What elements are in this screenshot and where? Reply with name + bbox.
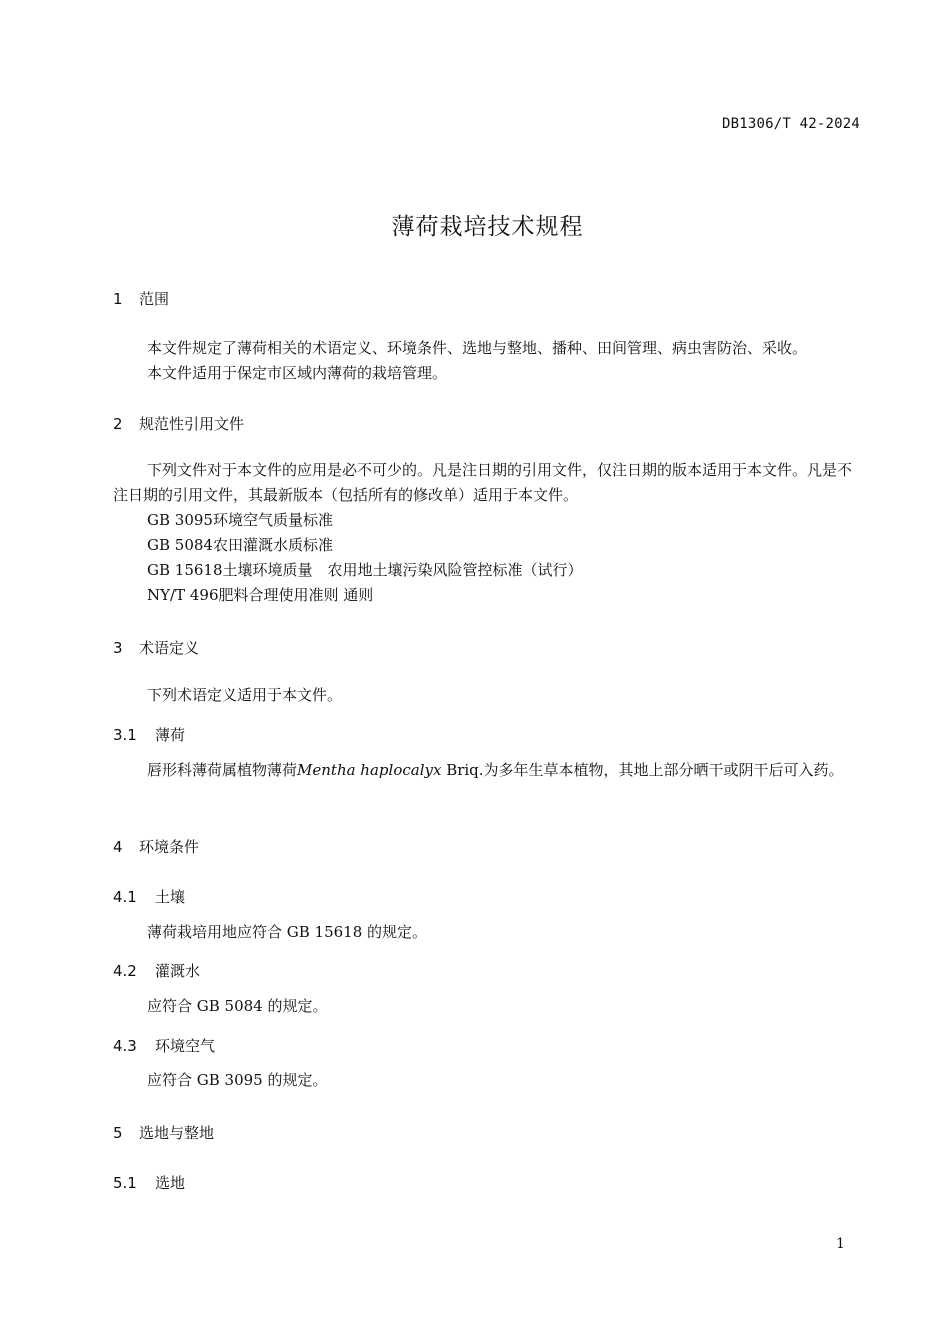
reference-name: 土壤环境质量 农用地土壤污染风险管控标准（试行）	[222, 561, 583, 579]
section-1-heading	[113, 288, 169, 309]
subsection-4-3-text: 应符合 GB 3095 的规定。	[147, 1071, 328, 1089]
subsection-number: 4.1	[113, 888, 137, 906]
section-number: 3	[113, 639, 123, 657]
section-number: 4	[113, 838, 123, 856]
subsection-number: 4.2	[113, 962, 137, 980]
reference-name: 环境空气质量标准	[212, 511, 333, 529]
section-4-heading	[113, 836, 199, 857]
subsection-title: 土壤	[155, 888, 186, 906]
subsection-number: 5.1	[113, 1174, 137, 1192]
section-title: 术语定义	[139, 639, 200, 657]
section-1-paragraph-1: 本文件规定了薄荷相关的术语定义、环境条件、选地与整地、播种、田间管理、病虫害防治、采收。	[147, 339, 808, 357]
reference-name: 肥料合理使用准则 通则	[218, 586, 374, 604]
section-number: 1	[113, 290, 123, 308]
subsection-4-1-text: 薄荷栽培用地应符合 GB 15618 的规定。	[147, 923, 428, 941]
reference-item	[147, 508, 333, 533]
subsection-title: 选地	[155, 1174, 186, 1192]
subsection-4-3-heading	[113, 1035, 215, 1056]
subsection-title: 薄荷	[155, 726, 186, 744]
subsection-4-2-text: 应符合 GB 5084 的规定。	[147, 997, 328, 1015]
definition-text: 唇形科薄荷属植物薄荷	[147, 761, 298, 779]
section-5-heading	[113, 1122, 214, 1143]
reference-item	[147, 558, 583, 583]
reference-code: GB 3095	[147, 511, 213, 529]
section-title: 范围	[139, 290, 170, 308]
reference-code: GB 15618	[147, 561, 223, 579]
section-title: 选地与整地	[139, 1124, 215, 1142]
section-2-heading	[113, 413, 244, 434]
section-number: 2	[113, 415, 123, 433]
subsection-title: 灌溉水	[155, 962, 201, 980]
definition-text: Briq.为多年生草本植物，其地上部分晒干或阴干后可入药。	[441, 761, 844, 779]
subsection-number: 3.1	[113, 726, 137, 744]
reference-code: GB 5084	[147, 536, 213, 554]
section-1-paragraph-2: 本文件适用于保定市区域内薄荷的栽培管理。	[147, 364, 448, 382]
section-title: 环境条件	[139, 838, 200, 856]
subsection-4-2-heading	[113, 960, 200, 981]
subsection-4-1-heading	[113, 886, 185, 907]
reference-name: 农田灌溉水质标准	[212, 536, 333, 554]
reference-code: NY/T 496	[147, 586, 219, 604]
document-code: DB1306/T 42-2024	[721, 116, 860, 132]
section-title: 规范性引用文件	[139, 415, 245, 433]
subsection-title: 环境空气	[155, 1037, 216, 1055]
reference-item	[147, 533, 333, 558]
page-title: 薄荷栽培技术规程	[391, 214, 584, 240]
term-definition	[113, 758, 865, 783]
section-number: 5	[113, 1124, 123, 1142]
reference-item	[147, 583, 373, 608]
subsection-number: 4.3	[113, 1037, 137, 1055]
section-3-heading	[113, 637, 199, 658]
latin-name: Mentha haplocalyx	[297, 761, 442, 779]
section-3-intro: 下列术语定义适用于本文件。	[147, 686, 343, 704]
page-number: 1	[836, 1236, 845, 1252]
section-2-intro: 下列文件对于本文件的应用是必不可少的。凡是注日期的引用文件，仅注日期的版本适用于本文件。凡是不注日期的引用文件，其最新版本（包括所有的修改单）适用于本文件。	[113, 461, 853, 504]
subsection-3-1-heading	[113, 724, 185, 745]
subsection-5-1-heading	[113, 1172, 185, 1193]
